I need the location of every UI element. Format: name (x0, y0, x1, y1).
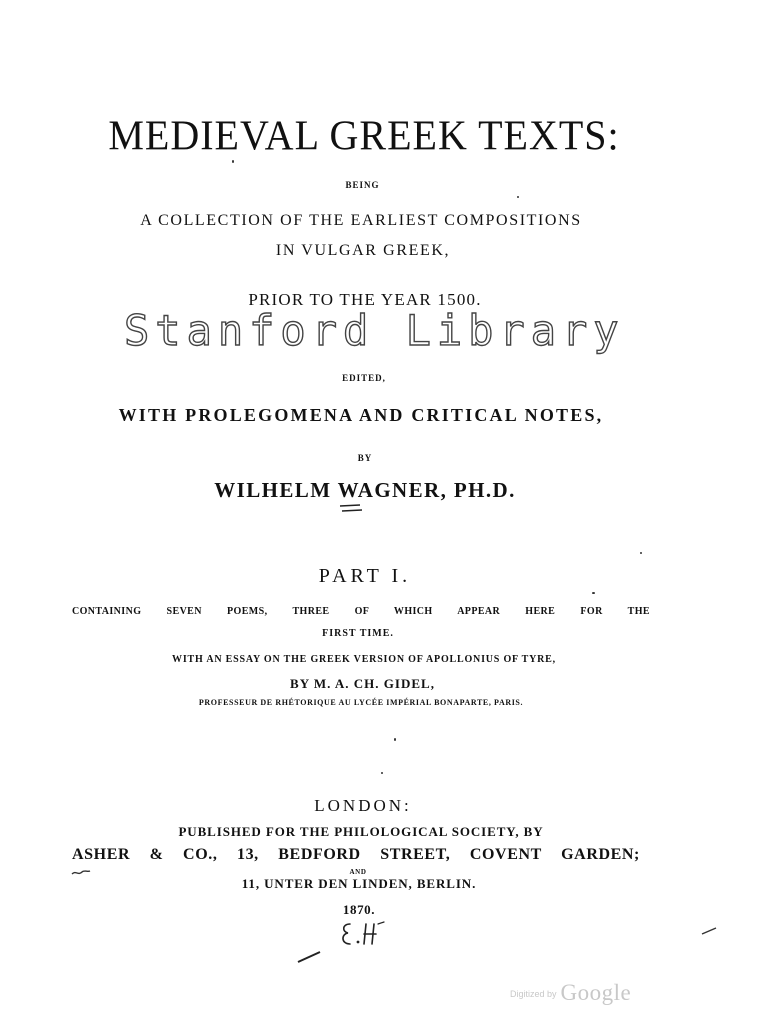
book-title: MEDIEVAL GREEK TEXTS: (108, 111, 620, 160)
prolegomena-line: WITH PROLEGOMENA AND CRITICAL NOTES, (118, 405, 604, 425)
subtitle-line-1: A COLLECTION OF THE EARLIEST COMPOSITIONS (140, 212, 582, 229)
imprint-and: AND (349, 868, 367, 876)
being-label: BEING (345, 180, 380, 190)
ink-mark-right (700, 926, 718, 936)
essay-author: BY M. A. CH. GIDEL, (290, 676, 435, 691)
author-line (0, 478, 730, 503)
imprint-city: LONDON: (314, 796, 412, 815)
author-name: WILHELM WAGNER, (214, 478, 448, 502)
digitized-watermark (510, 980, 670, 1006)
contents-line-end: FIRST TIME. (322, 628, 394, 639)
speck (517, 196, 519, 198)
imprint-year: 1870. (342, 902, 376, 917)
library-perforation-stamp (124, 306, 625, 364)
imprint-address: ASHER & CO., 13, BEDFORD STREET, COVENT GARDEN; (72, 846, 640, 863)
stamp-text: Stanford Library (124, 306, 625, 355)
speck (592, 592, 595, 594)
essay-author-title: PROFESSEUR DE RHÉTORIQUE AU LYCÉE IMPÉRIAL BONAPARTE, PARIS. (198, 698, 524, 707)
imprint-publisher: PUBLISHED FOR THE PHILOLOGICAL SOCIETY, BY (178, 824, 544, 839)
contents-line: CONTAINING SEVEN POEMS, THREE OF WHICH APPEAR HERE FOR THE (72, 606, 650, 617)
part-heading: PART I. (318, 565, 412, 587)
speck (232, 160, 234, 163)
by-label: BY (357, 453, 373, 463)
watermark-prefix: Digitized by (510, 989, 557, 999)
handwritten-shelfmark (336, 918, 396, 950)
google-logo-text: Google (560, 980, 632, 1005)
imprint-second-address: 11, UNTER DEN LINDEN, BERLIN. (241, 876, 477, 891)
date-range-line: PRIOR TO THE YEAR 1500. (248, 290, 482, 309)
speck (381, 772, 383, 774)
edited-label: EDITED, (342, 373, 386, 383)
ink-mark-bottom (296, 948, 324, 964)
speck (640, 552, 642, 554)
essay-line: WITH AN ESSAY ON THE GREEK VERSION OF APOLLONIUS OF TYRE, (172, 654, 556, 665)
author-degree: PH.D. (453, 478, 516, 502)
ink-mark-left (70, 868, 92, 878)
subtitle-line-2: IN VULGAR GREEK, (275, 242, 451, 259)
speck (394, 738, 396, 741)
ink-mark-author (338, 502, 364, 514)
